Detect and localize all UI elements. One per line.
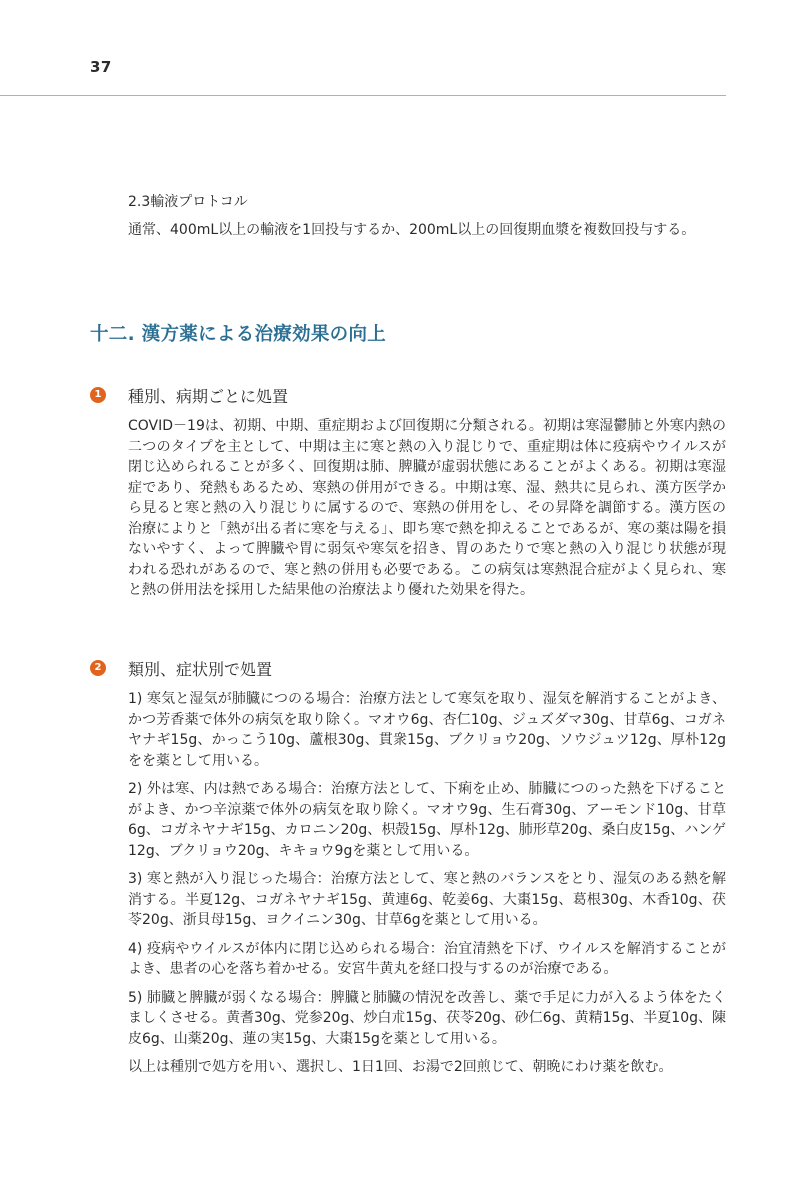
point-1-heading [90,387,289,406]
point-2-title: 類別、症状別で処置 [128,660,273,679]
list-item: 4) 疫病やウイルスが体内に閉じ込められる場合：治宜清熱を下げ、ウイルスを解消することがよき、患者の心を落ち着かせる。安宮牛黄丸を経口投与するのが治療である。 [128,940,726,977]
point-2-heading [90,660,273,679]
point-1-number-badge: 1 [90,387,106,403]
protocol-text: 通常、400mL以上の輸液を1回投与するか、200mL以上の回復期血漿を複数回投与する。 [128,222,696,238]
page-number: 37 [90,58,112,76]
list-item: 5) 肺臓と脾臓が弱くなる場合：脾臓と肺臓の情況を改善し、薬で手足に力が入るよう体をたくましくさせる。黄耆30g、党参20g、炒白朮15g、茯苓20g、砂仁6g、黄精15g、半夏10g、陳皮6g、山薬20g、蓮の実15g、大棗15gを薬として用いる。 [128,989,726,1047]
section-title: 十二. 漢方薬による治療効果の向上 [90,324,387,345]
list-item: 3) 寒と熱が入り混じった場合：治療方法として、寒と熱のバランスをとり、湿気のある熱を解消する。半夏12g、コガネヤナギ15g、黄連6g、乾姜6g、大棗15g、葛根30g、木香10g、茯苓20g、浙貝母15g、ヨクイニン30g、甘草6gを薬として用いる。 [128,871,726,928]
point-1-text: COVID－19は、初期、中期、重症期および回復期に分類される。初期は寒湿鬱肺と外寒内熱の二つのタイプを主として、中期は主に寒と熱の入り混じりで、重症期は体に疫病やウイルスが閉じ込められることが多く、回復期は肺、脾臓が虚弱状態にあることがよくある。初期は寒湿症であり、発熱もあるため、寒熱の併用ができる。中期は寒、湿、熱共に見られ、漢方医学から見ると寒と熱の入り混じりに属するので、寒熱の併用をし、その昇降を調節する。漢方医の治療によりと「熱が出る者に寒を与える」、即ち寒で熱を抑えることであるが、寒の薬は陽を損ないやすく、よって脾臓や胃に弱気や寒気を招き、胃のあたりで寒と熱の入り混じり状態が現われる恐れがあるので、寒と熱の併用も必要である。この病気は寒熱混合症がよく見られ、寒と熱の併用法を採用した結果他の治療法より優れた効果を得た。 [128,418,726,598]
list-item: 2) 外は寒、内は熱である場合：治療方法として、下痢を止め、肺臓につのった熱を下げることがよき、かつ辛涼薬で体外の病気を取り除く。マオウ9g、生石膏30g、アーモンド10g、甘草6g、コガネヤナギ15g、カロニン20g、枳殻15g、厚朴12g、肺形草20g、桑白皮15g、ハンゲ12g、ブクリョウ20g、キキョウ9gを薬として用いる。 [128,781,726,859]
list-item: 1) 寒気と湿気が肺臓につのる場合：治療方法として寒気を取り、湿気を解消することがよき、かつ芳香薬で体外の病気を取り除く。マオウ6g、杏仁10g、ジュズダマ30g、甘草6g、コガネヤナギ15g、かっこう10g、蘆根30g、貫衆15g、ブクリョウ20g、ソウジュツ12g、厚朴12gをを薬として用いる。 [128,691,726,769]
point-1-title: 種別、病期ごとに処置 [128,387,289,406]
header-divider [0,95,726,96]
list-item: 以上は種別で処方を用い、選択し、1日1回、お湯で2回煎じて、朝晩にわけ薬を飲む。 [128,1059,673,1075]
point-2-items [128,689,726,1086]
point-2-number-badge: 2 [90,660,106,676]
protocol-heading: 2.3輸液プロトコル [128,194,248,210]
